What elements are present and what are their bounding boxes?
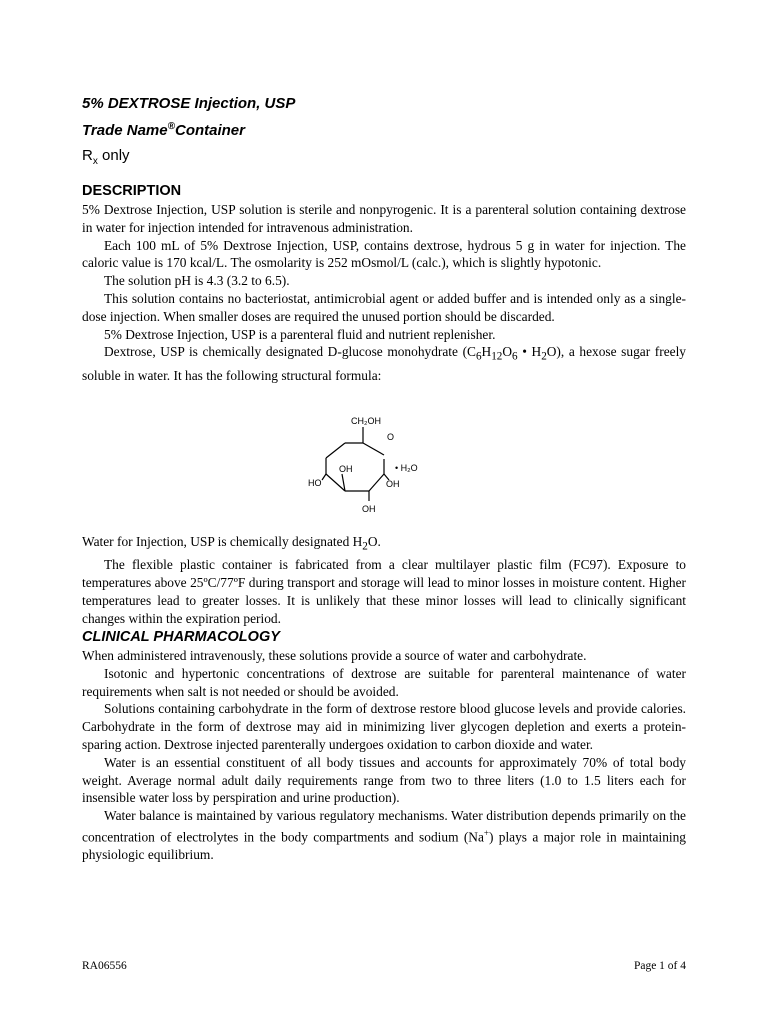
glucose-structural-formula [308, 410, 448, 520]
clinical-p5-text-b: ) plays a major role in maintaining physiologic equilibrium. [82, 829, 686, 863]
water-section [82, 533, 686, 628]
formula-sub-h2: 2 [541, 351, 547, 364]
clinical-paragraph-1: When administered intravenously, these solutions provide a source of water and carbohydrate. [82, 648, 587, 663]
formula-sub-h: 12 [491, 351, 503, 364]
formula-text-d: • H [517, 344, 542, 360]
water-text-b: O. [367, 534, 381, 549]
page-number: Page 1 of 4 [633, 960, 686, 972]
clinical-paragraph-3: Solutions containing carbohydrate in the form of dextrose restore blood glucose levels and provide calories. Carbohydrate in the form of dextrose may aid in minimizing liver glycogen depletion and exerts a protein-sparing action. Dextrose injected parenterally undergoes oxidation to carbon dioxide and water. [82, 701, 686, 752]
rx-only-label [82, 147, 130, 167]
formula-text-a: Dextrose, USP is chemically designated D-glucose monohydrate (C [104, 344, 476, 360]
description-paragraph-3: The solution pH is 4.3 (3.2 to 6.5). [104, 273, 290, 289]
clinical-pharmacology-section [82, 647, 686, 864]
clinical-paragraph-5 [82, 807, 686, 864]
clinical-paragraph-2: Isotonic and hypertonic concentrations of dextrose are suitable for parenteral maintenance of water requirements when salt is not needed or should be avoided. [82, 665, 686, 699]
clinical-pharmacology-heading: CLINICAL PHARMACOLOGY [82, 629, 280, 645]
formula-text-e: O), a hexose sugar freely soluble in water. It has the following structural formula: [82, 344, 686, 383]
sodium-charge-sup: + [483, 827, 489, 838]
oh-label-bottom: OH [362, 504, 376, 514]
rx-x: x [92, 156, 98, 167]
rx-r: R [82, 147, 93, 164]
subtitle-container: Container [174, 122, 245, 139]
document-code: RA06556 [82, 960, 127, 972]
document-title: 5% DEXTROSE Injection, USP [82, 95, 296, 112]
rx-only-text: only [97, 147, 130, 164]
formula-sub-c: 6 [475, 351, 482, 364]
description-paragraph-5: 5% Dextrose Injection, USP is a parenteral fluid and nutrient replenisher. [104, 326, 496, 342]
description-paragraph-2: Each 100 mL of 5% Dextrose Injection, USP, contains dextrose, hydrous 5 g in water for injection. The caloric value is 170 kcal/L. The osmolarity is 252 mOsmol/L (calc.), which is slightly hypotonic. [82, 237, 686, 271]
water-paragraph-2: The flexible plastic container is fabricated from a clear multilayer plastic film (FC97). Exposure to temperatures above 25ºC/77ºF during transport and storage will lead to minor losses in moisture content. Higher temperatures lead to greater losses. It is unlikely that these minor losses will lead to clinically significant changes within the expiration period. [82, 557, 686, 626]
oh-label-left: OH [339, 464, 353, 474]
ch2oh-label: CH₂OH [351, 416, 381, 426]
description-paragraph-1: 5% Dextrose Injection, USP solution is sterile and nonpyrogenic. It is a parenteral solution containing dextrose in water for injection intended for intravenous administration. [82, 202, 686, 235]
water-sub-2: 2 [362, 540, 368, 553]
formula-text-b: H [481, 344, 492, 360]
ring-oxygen-label: O [387, 432, 395, 442]
description-heading: DESCRIPTION [82, 183, 182, 199]
water-of-hydration-label: • H₂O [395, 463, 418, 473]
clinical-p5-text-a: Water balance is maintained by various regulatory mechanisms. Water distribution depends primarily on the concentration of electrolytes in the body compartments and sodium (Na [82, 808, 686, 845]
description-paragraph-4: This solution contains no bacteriostat, antimicrobial agent or added buffer and is intended only as a single-dose injection. When smaller doses are required the unused portion should be discarded. [82, 290, 686, 324]
ho-label: HO [308, 478, 322, 488]
oh-label-right: OH [386, 479, 400, 489]
clinical-paragraph-4: Water is an essential constituent of all body tissues and accounts for approximately 70% of total body weight. Average normal adult daily requirements range from two to three liters (1.0 to 1.5 liters each for insensible water loss by perspiration and urine production). [82, 754, 686, 806]
description-paragraph-6 [82, 343, 686, 384]
formula-sub-o: 6 [512, 351, 518, 364]
registered-mark: ® [167, 121, 175, 132]
formula-text-c: O [502, 344, 513, 360]
document-subtitle [82, 121, 245, 139]
description-section [82, 201, 686, 385]
water-text-a: Water for Injection, USP is chemically designated H [82, 534, 363, 549]
subtitle-trade-name: Trade Name [82, 122, 168, 139]
water-paragraph-1 [82, 533, 686, 556]
